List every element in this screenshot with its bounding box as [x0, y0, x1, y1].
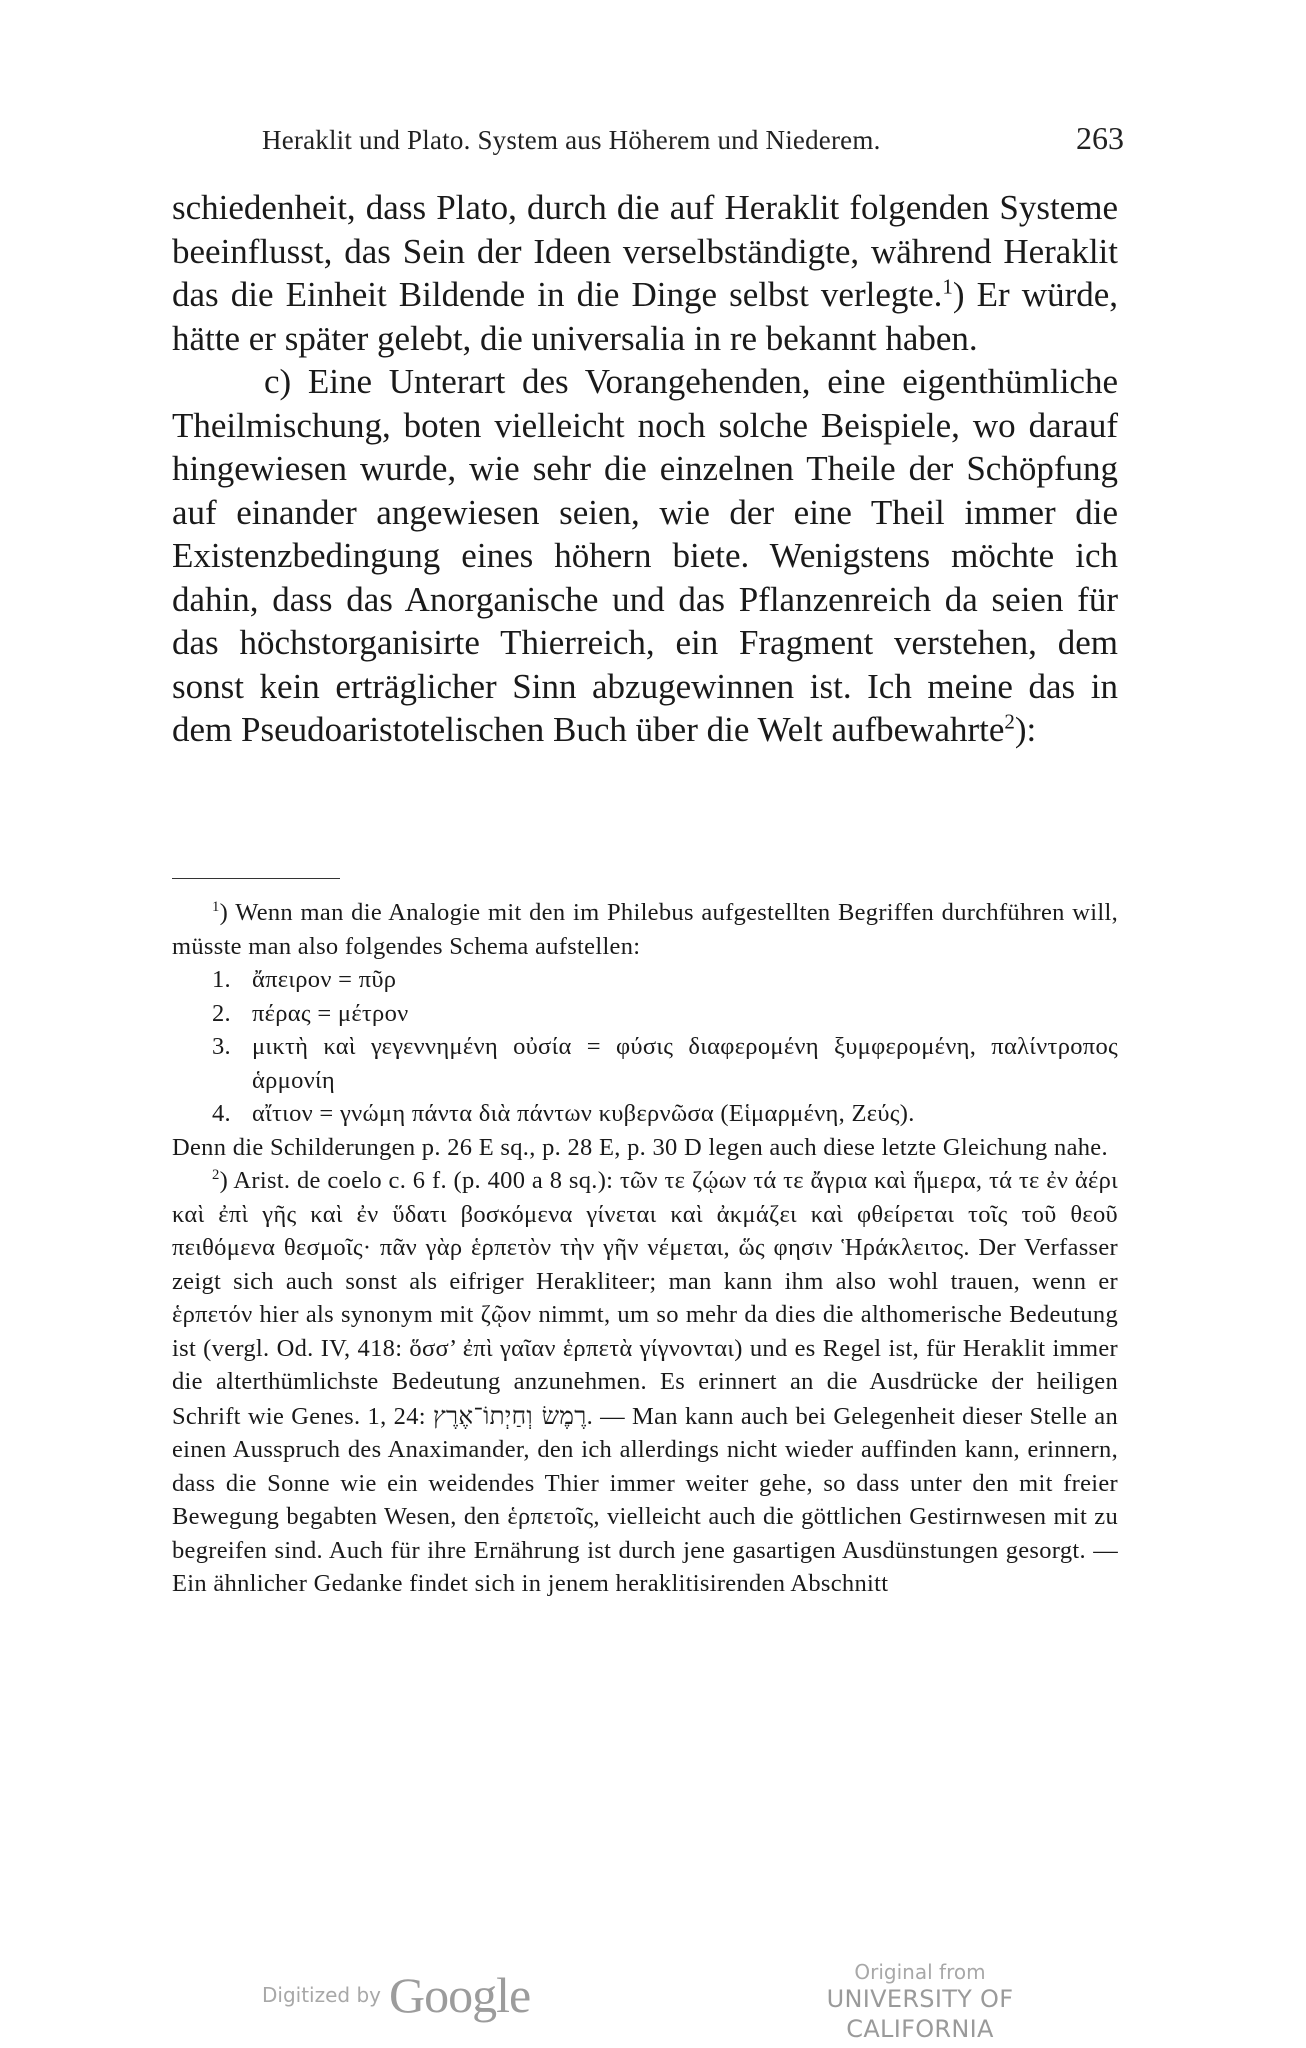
footnote-text: ) Arist. de coelo c. 6 f. (p. 400 a 8 sq.): τῶν τε ζῴων τά τε ἄγρια καὶ ἥμερα, τά τε ἐν ἀέρι καὶ ἐπὶ γῆς καὶ ἐν ὕδατι βοσκόμενα γίνεται καὶ ἀκμάζει καὶ φθείρεται τοῖς τοῦ θεοῦ πειθόμενα θεσμοῖς· πᾶν γὰρ ἑρπετὸν τὴν γῆν νέμεται, ὥς φησιν Ἡράκλειτος. Der Verfasser zeigt sich auch sonst als eifriger Herakliteer; man kann ihm also wohl trauen, wenn er ἑρπετόν hier als synonym mit ζῷον nimmt, um so mehr da dies die althomerische Bedeutung ist (vergl. Od. IV, 418: ὅσσ’ ἐπὶ γαῖαν ἑρπετὰ γίγνονται) und es Regel ist, für Heraklit immer die alterthümlichste Bedeutung anzunehmen. Es erinnert an die Ausdrücke der heiligen Schrift wie Genes. 1, 24:	[172, 1167, 1118, 1430]
footnote-reference: 1	[942, 274, 953, 299]
paragraph-text: schiedenheit, dass Plato, durch die auf Heraklit folgenden Systeme beeinflusst, das Sein der Ideen verselbständigte, während Heraklit das die Einheit Bildende in die Dinge selbst verlegte.	[172, 188, 1118, 314]
paragraph	[172, 360, 1118, 752]
paragraph-text: ) Er würde, hätte er später gelebt, die universalia in re bekannt haben.	[172, 275, 1119, 358]
footnote-mark: 2	[212, 1166, 220, 1183]
digitized-by-watermark	[262, 1960, 530, 2030]
digitized-by-label: Digitized by	[262, 1983, 381, 2007]
schema-item	[212, 997, 1118, 1031]
footnote-reference: 2	[1004, 709, 1015, 734]
running-header	[262, 120, 1124, 168]
running-title: Heraklit und Plato. System aus Höherem und Niederem.	[262, 125, 881, 155]
institution-name: UNIVERSITY OF CALIFORNIA	[826, 1985, 1014, 2043]
paragraph-text: ):	[1014, 710, 1037, 749]
original-source-watermark	[770, 1960, 1070, 2043]
schema-item	[212, 963, 1118, 997]
google-logo: Google	[389, 1967, 531, 2023]
body-text	[172, 186, 1118, 752]
footnotes	[172, 896, 1118, 1601]
schema-text: αἴτιον = γνώμη πάντα διὰ πάντων κυβερνῶσα (Εἱμαρμένη, Ζεύς).	[252, 1100, 915, 1127]
footnote-1-conclusion: Denn die Schilderungen p. 26 E sq., p. 28 E, p. 30 D legen auch diese letzte Gleichung nahe.	[172, 1133, 1108, 1161]
schema-item	[212, 1097, 1118, 1131]
footnote-1	[172, 896, 1118, 963]
schema-number: 3.	[212, 1033, 231, 1060]
footnote-text: . — Man kann auch bei Gelegenheit dieser Stelle an einen Ausspruch des Anaximander, den ich allerdings nicht wieder auffinden kann, erinnern, dass die Sonne wie ein weidendes Thier immer weiter gehe, so dass unter den mit freier Bewegung begabten Wesen, den ἑρπετοῖς, vielleicht auch die göttlichen Gestirnwesen mit zu begreifen sind. Auch für ihre Ernährung ist durch jene gasartigen Ausdünstungen gesorgt. — Ein ähnlicher Gedanke findet sich in jenem heraklitisirenden Abschnitt	[172, 1402, 1119, 1597]
footnote-text: ) Wenn man die Analogie mit den im Philebus aufgestellten Begriffen durchführen will, müsste man also folgendes Schema aufstellen:	[172, 899, 1118, 960]
original-from-label: Original from	[854, 1960, 986, 1984]
footnote-divider	[172, 878, 340, 879]
paragraph-text: c) Eine Unterart des Vorangehenden, eine eigenthümliche Theilmischung, boten vielleicht noch solche Beispiele, wo darauf hingewiesen wurde, wie sehr die einzelnen Theile der Schöpfung auf einander angewiesen seien, wie der eine Theil immer die Existenzbedingung eines höhern biete. Wenigstens möchte ich dahin, dass das Anorganische und das Pflanzenreich da seien für das höchstorganisirte Thierreich, ein Fragment verstehen, dem sonst kein erträglicher Sinn abzugewinnen ist. Ich meine das in dem Pseudoaristotelischen Buch über die Welt aufbewahrte	[172, 362, 1118, 749]
paragraph	[172, 186, 1118, 360]
schema-number: 1.	[212, 966, 231, 993]
footnote-mark: 1	[212, 898, 220, 915]
page-number: 263	[1076, 120, 1124, 156]
schema-text: μικτὴ καὶ γεγεννημένη οὐσία = φύσις διαφερομένη ξυμφερομένη, παλίντροπος ἁρμονίη	[252, 1033, 1118, 1094]
footnote-2	[172, 1164, 1118, 1601]
schema-item	[212, 1030, 1118, 1097]
schema-number: 2.	[212, 999, 231, 1027]
schema-list	[212, 963, 1118, 1131]
schema-text: πέρας = μέτρον	[252, 999, 409, 1027]
schema-number: 4.	[212, 1100, 231, 1127]
schema-text: ἄπειρον = πῦρ	[252, 966, 397, 993]
hebrew-quote: רֶמֶשׂ וְחַיְתוֹ־אֶרֶץ	[432, 1400, 587, 1430]
